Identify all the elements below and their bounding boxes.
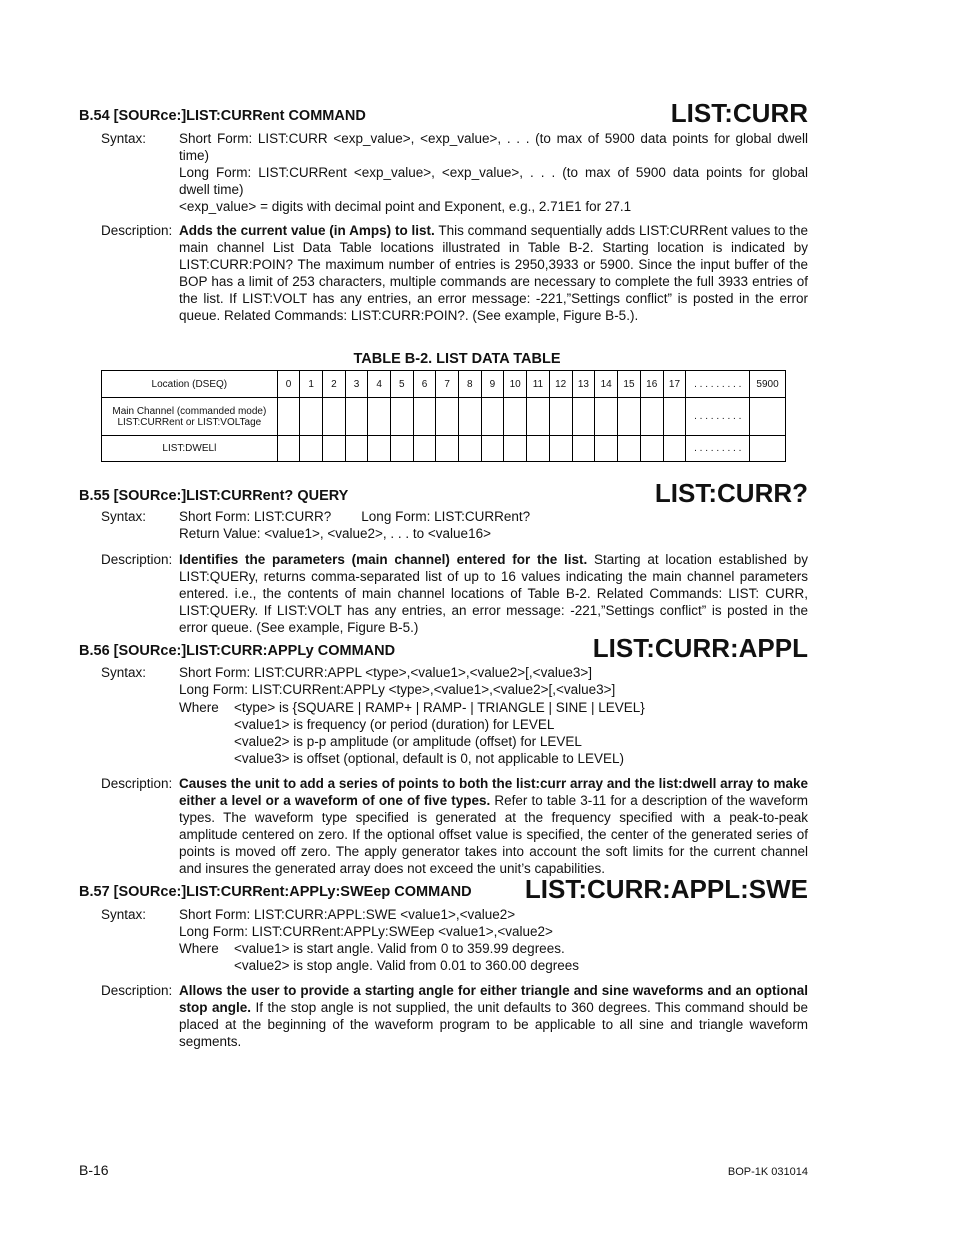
table-cell <box>481 436 504 462</box>
section-heading-b57: B.57 [SOURce:]LIST:CURRent:APPLy:SWEep COMMAND <box>79 884 472 900</box>
description-rest: This command sequentially adds LIST:CURRent values to the main channel List Data Table locations illustrated in Table B-2. Starting location is indicated by LIST:CURR:POIN? The maximum number of entries is 2950,3933 or 5900. Since the input buffer of the BOP has a limit of 253 characters, multiple commands are necessary to complete the full 3933 entries of the list. If LIST:VOLT has any entries, an error message: -221,”Settings conflict” is posted in the error queue. Related Commands: LIST:CURR:POIN?. (See example, Figure B-5.). <box>179 223 809 323</box>
table-cell <box>549 436 572 462</box>
where-label: Where <box>179 941 219 956</box>
table-cell <box>750 398 786 436</box>
description-rest: Refer to table 3-11 for a description of the waveform types. The waveform type specified is generated at the frequency specified with a peak-to-peak amplitude centered on zero. If the optional offset value is specified, the center of the generated series of points is moved off zero. The apply generator takes into account the soft limits for the current channel and insures the generated array does not exceed the unit’s capabilities. <box>179 793 808 876</box>
syntax-line: Long Form: LIST:CURRent:APPLy <type>,<value1>,<value2>[,<value3>] <box>179 682 616 697</box>
table-cell <box>368 436 391 462</box>
column-header: 13 <box>572 371 595 398</box>
table-cell <box>663 436 686 462</box>
where-line: <value3> is offset (optional, default is 0, not applicable to LEVEL) <box>234 751 625 766</box>
column-header: 11 <box>527 371 550 398</box>
where-line: <value2> is p-p amplitude (or amplitude (offset) for LEVEL <box>234 734 582 749</box>
table-cell <box>663 398 686 436</box>
column-header: 3 <box>345 371 368 398</box>
table-cell <box>300 398 323 436</box>
column-header: 10 <box>504 371 527 398</box>
where-block <box>234 699 645 767</box>
description-label: Description: <box>101 223 173 238</box>
syntax-label: Syntax: <box>101 131 147 146</box>
syntax-line: time) <box>179 148 209 163</box>
table-cell <box>368 398 391 436</box>
syntax-line: Short Form: LIST:CURR:APPL <type>,<value1>,<value2>[,<value3>] <box>179 665 592 680</box>
row-label-dwell: LIST:DWELl <box>102 436 278 462</box>
column-header: 5900 <box>750 371 786 398</box>
table-cell <box>458 436 481 462</box>
syntax-line: Long Form: LIST:CURRent:APPLy:SWEep <value1>,<value2> <box>179 924 553 939</box>
column-header: 4 <box>368 371 391 398</box>
table-cell <box>640 436 663 462</box>
document-id: BOP-1K 031014 <box>727 1166 808 1178</box>
table-cell <box>572 398 595 436</box>
table-cell <box>436 398 459 436</box>
syntax-block <box>179 508 530 542</box>
description-rest: Starting at location established by LIST:QUERy, returns comma-separated list of up to 16 values indicating the main channel parameters entered. i.e., the contents of main channel locations of Table B-2. Related Commands: LIST: CURR, LIST:QUERy. If LIST:VOLT has any entries, an error message: -221,”Settings conflict” is posted in the error queue. (See example, Figure B-5.) <box>179 552 808 635</box>
table-cell <box>300 436 323 462</box>
table-cell <box>640 398 663 436</box>
table-cell <box>323 436 346 462</box>
syntax-line: Long Form: LIST:CURRent <exp_value>, <exp_value>, . . . (to max of 5900 data points for global <box>179 165 808 180</box>
table-cell <box>277 436 300 462</box>
table-header-label: Location (DSEQ) <box>102 371 278 398</box>
table-cell <box>323 398 346 436</box>
table-cell <box>572 436 595 462</box>
syntax-block <box>179 130 808 215</box>
table-header-row <box>102 371 786 398</box>
column-header: 12 <box>549 371 572 398</box>
column-header-ellipsis: . . . . . . . . . <box>686 371 750 398</box>
list-data-table <box>101 370 786 462</box>
table-cell <box>504 398 527 436</box>
description-bold: Adds the current value (in Amps) to list. <box>179 223 435 238</box>
column-header: 6 <box>413 371 436 398</box>
table-cell <box>618 398 641 436</box>
column-header: 15 <box>618 371 641 398</box>
description-bold: Causes the unit to add a series of points to both the list:curr array and the list:dwell array to make either a level or a waveform of one of five types. <box>179 776 808 808</box>
where-line: <value1> is start angle. Valid from 0 to 359.99 degrees. <box>234 941 565 956</box>
table-cell <box>618 436 641 462</box>
column-header: 0 <box>277 371 300 398</box>
table-cell <box>390 436 413 462</box>
description-text <box>179 551 808 636</box>
where-block <box>234 940 579 974</box>
syntax-line: Return Value: <value1>, <value2>, . . . to <value16> <box>179 526 491 541</box>
command-title-list-curr: LIST:CURR <box>670 98 808 128</box>
description-bold: Identifies the parameters (main channel) entered for the list. <box>179 552 588 567</box>
syntax-label: Syntax: <box>101 665 147 680</box>
column-header: 1 <box>300 371 323 398</box>
syntax-label: Syntax: <box>101 509 147 524</box>
column-header: 9 <box>481 371 504 398</box>
table-row-main-channel <box>102 398 786 436</box>
column-header: 2 <box>323 371 346 398</box>
table-cell <box>750 436 786 462</box>
section-heading-b56: B.56 [SOURce:]LIST:CURR:APPLy COMMAND <box>79 643 396 659</box>
column-header: 14 <box>595 371 618 398</box>
table-cell-ellipsis: . . . . . . . . . <box>686 398 750 436</box>
column-header: 5 <box>390 371 413 398</box>
page-number: B-16 <box>79 1162 109 1178</box>
where-line: <value2> is stop angle. Valid from 0.01 to 360.00 degrees <box>234 958 579 973</box>
command-title-list-curr-query: LIST:CURR? <box>654 478 808 508</box>
table-caption: TABLE B-2. LIST DATA TABLE <box>353 351 561 367</box>
table-cell <box>436 436 459 462</box>
column-header: 7 <box>436 371 459 398</box>
syntax-line: Short Form: LIST:CURR <exp_value>, <exp_value>, . . . (to max of 5900 data points for global dwell <box>179 131 808 146</box>
syntax-line: <exp_value> = digits with decimal point and Exponent, e.g., 2.71E1 for 27.1 <box>179 199 632 214</box>
table-cell <box>345 398 368 436</box>
table-cell <box>277 398 300 436</box>
table-cell <box>595 436 618 462</box>
table-cell <box>413 398 436 436</box>
description-text <box>179 982 808 1050</box>
row-label-main-channel <box>102 398 278 436</box>
table-cell <box>390 398 413 436</box>
row-label-line: LIST:CURRent or LIST:VOLTage <box>117 416 262 428</box>
syntax-line: Short Form: LIST:CURR:APPL:SWE <value1>,<value2> <box>179 907 516 922</box>
column-header: 16 <box>640 371 663 398</box>
column-header: 8 <box>458 371 481 398</box>
syntax-line: Short Form: LIST:CURR? Long Form: LIST:CURRent? <box>179 509 531 524</box>
table-cell <box>481 398 504 436</box>
description-rest: If the stop angle is not supplied, the unit defaults to 360 degrees. This command should be placed at the beginning of the waveform program to be applicable to all sine and triangle waveform segments. <box>179 1000 808 1049</box>
syntax-block <box>179 906 553 940</box>
description-label: Description: <box>101 776 173 791</box>
table-cell <box>413 436 436 462</box>
description-text <box>179 775 808 877</box>
table-row-dwell <box>102 436 786 462</box>
where-line: <value1> is frequency (or period (duration) for LEVEL <box>234 717 555 732</box>
command-title-list-curr-appl: LIST:CURR:APPL <box>592 633 808 663</box>
description-text <box>179 222 808 324</box>
syntax-block <box>179 664 615 698</box>
syntax-label: Syntax: <box>101 907 147 922</box>
table-cell <box>458 398 481 436</box>
table-cell-ellipsis: . . . . . . . . . <box>686 436 750 462</box>
table-cell <box>504 436 527 462</box>
column-header: 17 <box>663 371 686 398</box>
table-cell <box>527 436 550 462</box>
row-label-line: Main Channel (commanded mode) <box>112 405 267 417</box>
table-cell <box>345 436 368 462</box>
table-cell <box>549 398 572 436</box>
description-bold: Allows the user to provide a starting angle for either triangle and sine waveforms and an optional stop angle. <box>179 983 808 1015</box>
description-label: Description: <box>101 983 173 998</box>
table-cell <box>527 398 550 436</box>
table-cell <box>595 398 618 436</box>
description-label: Description: <box>101 552 173 567</box>
section-heading-b55: B.55 [SOURce:]LIST:CURRent? QUERY <box>79 488 349 504</box>
syntax-line: dwell time) <box>179 182 244 197</box>
command-title-list-curr-appl-swe: LIST:CURR:APPL:SWE <box>524 874 808 904</box>
where-line: <type> is {SQUARE | RAMP+ | RAMP- | TRIANGLE | SINE | LEVEL} <box>234 700 645 715</box>
where-label: Where <box>179 700 219 715</box>
section-heading-b54: B.54 [SOURce:]LIST:CURRent COMMAND <box>79 108 366 124</box>
